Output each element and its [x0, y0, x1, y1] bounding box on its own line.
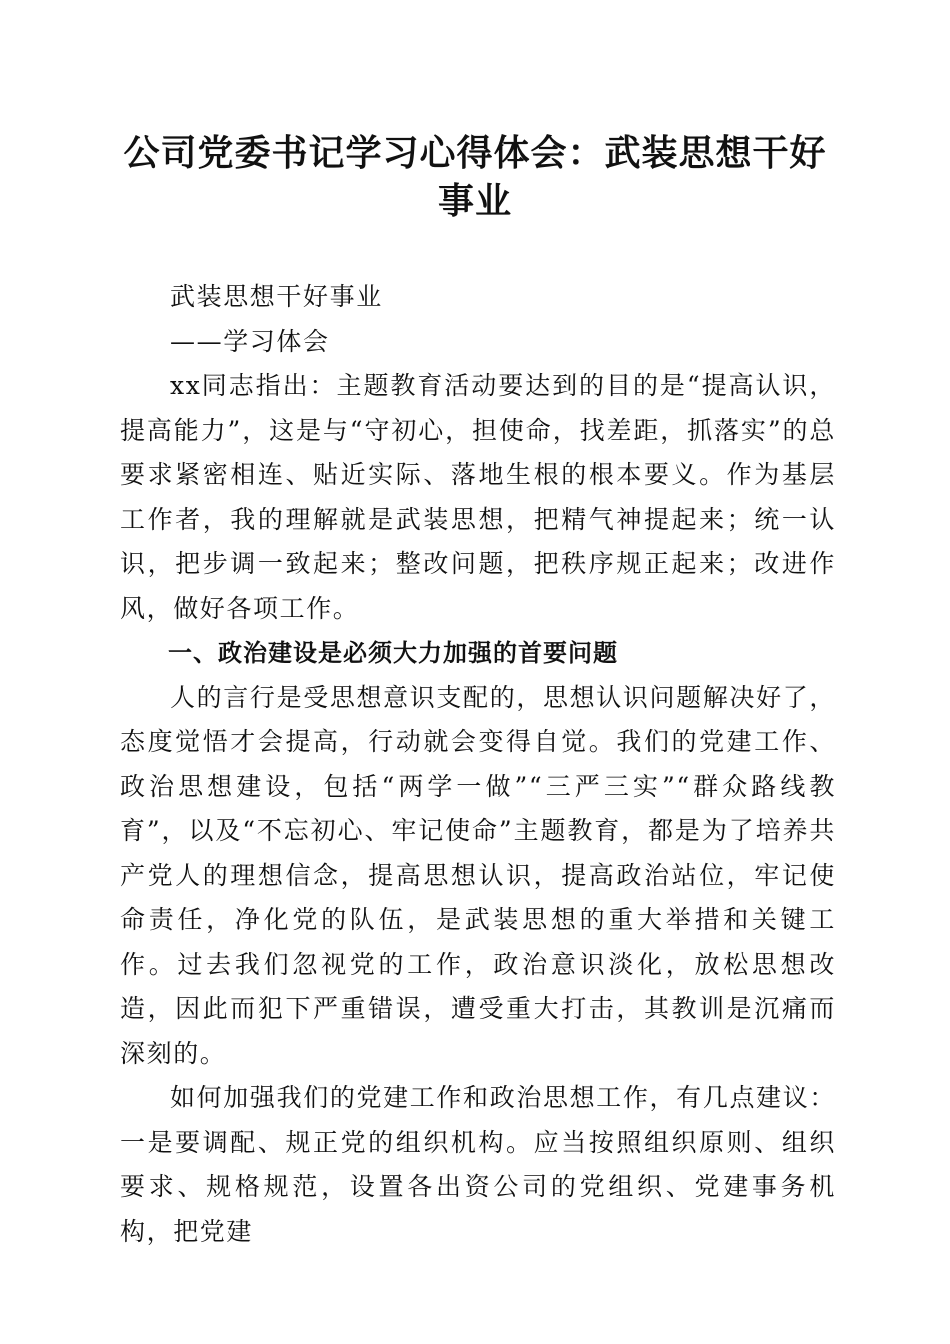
paragraph: xx同志指出：主题教育活动要达到的目的是“提高认识，提高能力”，这是与“守初心，担使命，找差距，抓落实”的总要求紧密相连、贴近实际、落地生根的根本要义。作为基层工作者，我的理解就是武装思想，把精气神提起来；统一认识，把步调一致起来；整改问题，把秩序规正起来；改进作风，做好各项工作。 [120, 371, 836, 623]
paragraph: 人的言行是受思想意识支配的，思想认识问题解决好了，态度觉悟才会提高，行动就会变得自觉。我们的党建工作、政治思想建设，包括“两学一做”“三严三实”“群众路线教育”，以及“不忘初心、牢记使命”主题教育，都是为了培养共产党人的理想信念，提高思想认识，提高政治站位，牢记使命责任，净化党的队伍，是武装思想的重大举措和关键工作。过去我们忽视党的工作，政治意识淡化，放松思想改造，因此而犯下严重错误，遭受重大打击，其教训是沉痛而深刻的。 [120, 682, 836, 1068]
document-body [120, 275, 836, 1254]
paragraph: 如何加强我们的党建工作和政治思想工作，有几点建议：一是要调配、规正党的组织机构。应当按照组织原则、组织要求、规格规范，设置各出资公司的党组织、党建事务机构，把党建 [120, 1083, 836, 1246]
subtitle-note: ——学习体会 [170, 326, 330, 356]
subtitle: 武装思想干好事业 [170, 282, 383, 311]
document-title: 公司党委书记学习心得体会：武装思想干好事业 [123, 133, 827, 222]
section-heading: 一、政治建设是必须大力加强的首要问题 [168, 639, 618, 667]
